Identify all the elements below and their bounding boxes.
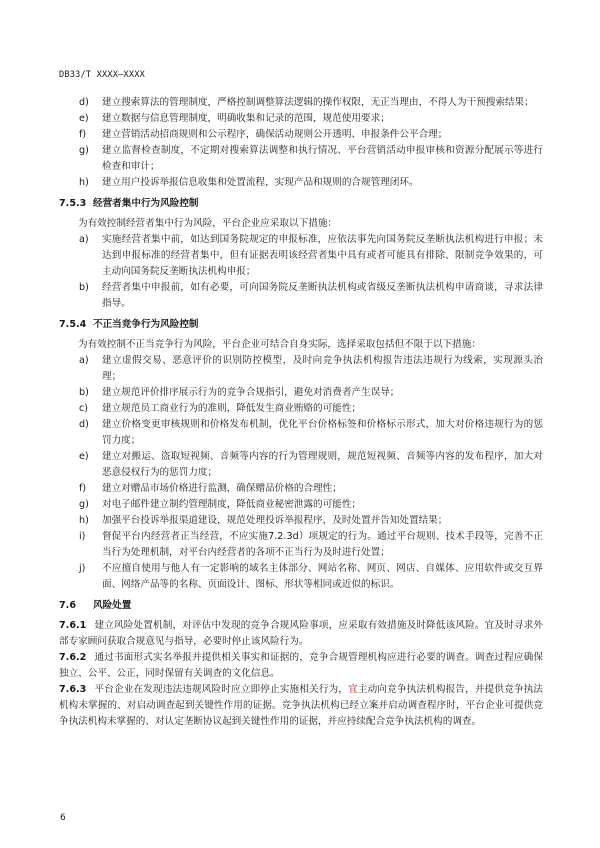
list-item-text: 建立对赠品市场价格进行监测，确保赠品价格的合理性； <box>102 483 342 494</box>
list-item <box>59 529 543 561</box>
list-marker: a) <box>79 234 89 245</box>
list-marker: g) <box>79 145 89 156</box>
section-heading-7-5-3 <box>59 196 543 212</box>
list-item <box>59 497 543 513</box>
clause-text-continued: 主动向竞争执法机构报告，并提供竞争执法机构未掌握的、对启动调查起到关键性作用的证据。竞争执法机构已经立案并启动调查程序时，平台企业可提供竞争执法机构未掌握的、对认定垄断协议起到关键性作用的证据，并应持续配合竞争执法机构的调查。 <box>59 684 544 727</box>
list-top <box>59 95 543 191</box>
list-item-text: 建立规范员工商业行为的准则，降低发生商业贿赂的可能性； <box>102 403 362 414</box>
list-item <box>59 561 543 593</box>
list-marker: e) <box>79 451 89 462</box>
section-intro: 为有效控制不正当竞争行为风险，平台企业可结合自身实际，选择采取包括但不限于以下措施： <box>78 339 481 350</box>
page-number: 6 <box>60 813 66 823</box>
list-marker: d) <box>79 419 89 430</box>
list-item-text: 建立营销活动招商规则和公示程序，确保活动规则公开透明、申报条件公平合理； <box>102 129 448 140</box>
clause-text: 平台企业在发现违法违规风险时应立即停止实施相关行为， <box>94 684 349 695</box>
clause-7-6-1 <box>59 618 543 650</box>
clause-number: 7.6.1 <box>59 620 87 631</box>
list-item <box>59 111 543 127</box>
list-marker: b) <box>79 387 89 398</box>
list-item-text: 建立规范评价排序展示行为的竞争合规指引，避免对消费者产生误导； <box>102 387 400 398</box>
list-item-text: 不应擅自使用与他人有一定影响的域名主体部分、网站名称、网页、网店、自媒体、应用软件或交互界面、网络产品等的名称、页面设计、图标、形状等相同或近似的标识。 <box>102 563 543 590</box>
document-code: DB33/T XXXX—XXXX <box>59 70 145 80</box>
list-marker: e) <box>79 113 89 124</box>
list-item-text: 建立价格变更审核规则和价格发布机制，优化平台价格标签和价格标示形式，加大对价格违规行为的惩罚力度； <box>102 419 543 446</box>
list-item <box>59 481 543 497</box>
list-marker: j) <box>79 563 86 574</box>
list-marker: f) <box>79 129 87 140</box>
list-item-text: 建立用户投诉举报信息收集和处置流程，实现产品和规则的合规管理闭环。 <box>102 177 419 188</box>
clause-7-6-2 <box>59 650 543 682</box>
list-item-text: 对电子邮件建立制约管理制度，降低商业秘密泄露的可能性； <box>102 499 362 510</box>
section-intro: 为有效控制经营者集中行为风险，平台企业应采取以下措施： <box>78 218 338 229</box>
list-item-text: 加强平台投诉举报渠道建设，规范处理投诉举报程序，及时处置并告知处置结果； <box>102 515 448 526</box>
document-body <box>59 95 543 730</box>
list-item-text: 建立对搬运、盗取短视频、音频等内容的行为管理规则，规范短视频、音频等内容的发布程序，加大对恶意侵权行为的惩罚力度； <box>102 451 543 478</box>
clause-text: 通过书面形式实名举报并提供相关事实和证据的，竞争合规管理机构应进行必要的调查。调查过程应确保独立、公平、公正，同时保留有关调查的文化信息。 <box>59 652 543 679</box>
list-item-text: 经营者集中申报前，如有必要，可向国务院反垄断执法机构或省级反垄断执法机构申请商谈，寻求法律指导。 <box>102 282 543 309</box>
section-number: 7.6 <box>59 600 76 611</box>
list-marker: i) <box>79 531 86 542</box>
clause-text: 建立风险处置机制，对评估中发现的竞争合规风险事项，应采取有效措施及时降低该风险。宜及时寻求外部专家顾问获取合规意见与指导，必要时停止该风险行为。 <box>59 620 543 647</box>
highlighted-word: 宜 <box>348 684 358 695</box>
section-number: 7.5.4 <box>59 319 87 330</box>
list-item-text: 建立数据与信息管理制度，明确收集和记录的范围，规范使用要求； <box>102 113 390 124</box>
list-item <box>59 95 543 111</box>
section-heading-7-6 <box>59 598 543 614</box>
list-item <box>59 513 543 529</box>
list-marker: f) <box>79 483 87 494</box>
list-item <box>59 232 543 280</box>
list-marker: a) <box>79 355 89 366</box>
clause-7-6-3 <box>59 682 543 730</box>
list-marker: h) <box>79 177 89 188</box>
list-marker: d) <box>79 97 89 108</box>
list-item <box>59 175 543 191</box>
list-item <box>59 127 543 143</box>
list-item-text: 实施经营者集中前，如达到国务院规定的申报标准，应依法事先向国务院反垄断执法机构进行申报；未达到申报标准的经营者集中，但有证据表明该经营者集中具有或者可能具有排除、限制竞争效果的，可主动向国务院反垄断执法机构申报； <box>102 234 543 277</box>
section-title: 风险处置 <box>93 600 132 611</box>
list-item-text: 建立监督检查制度，不定期对搜索算法调整和执行情况、平台营销活动申报审核和资源分配展示等进行检查和审计； <box>102 145 543 172</box>
section-heading-7-5-4 <box>59 317 543 333</box>
list-marker: c) <box>79 403 89 414</box>
list-item-text: 建立搜索算法的管理制度，严格控制调整算法逻辑的操作权限，无正当理由，不得人为干预搜索结果； <box>102 97 534 108</box>
list-item <box>59 401 543 417</box>
list-marker: g) <box>79 499 89 510</box>
list-item <box>59 449 543 481</box>
list-item <box>59 385 543 401</box>
clause-number: 7.6.3 <box>59 684 87 695</box>
list-marker: h) <box>79 515 89 526</box>
list-item <box>59 280 543 312</box>
clause-number: 7.6.2 <box>59 652 87 663</box>
section-title: 不正当竞争行为风险控制 <box>93 319 199 330</box>
list-marker: b) <box>79 282 89 293</box>
section-number: 7.5.3 <box>59 198 87 209</box>
section-title: 经营者集中行为风险控制 <box>93 198 199 209</box>
list-item-text: 建立虚假交易、恶意评价的识别防控模型，及时向竞争执法机构报告违法违规行为线索，实现源头治理； <box>102 355 543 382</box>
list-item <box>59 353 543 385</box>
list-item <box>59 417 543 449</box>
list-item-text: 督促平台内经营者正当经营，不应实施7.2.3d）项规定的行为。通过平台规则、技术手段等，完善不正当行为处理机制，对平台内经营者的各项不正当行为及时进行处置； <box>102 531 543 558</box>
list-item <box>59 143 543 175</box>
